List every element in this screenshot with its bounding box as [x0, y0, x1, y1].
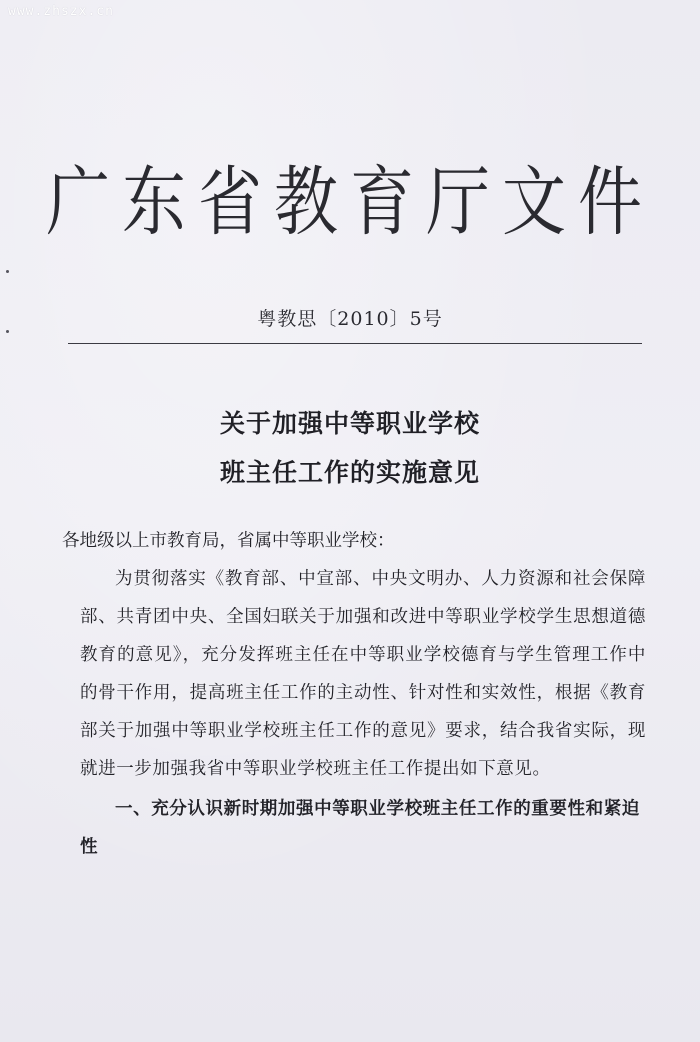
body-paragraph: 为贯彻落实《教育部、中宣部、中央文明办、人力资源和社会保障部、共青团中央、全国妇联关于加强和改进中等职业学校学生思想道德教育的意见》，充分发挥班主任在中等职业学校德育与学生管理工作中的骨干作用，提高班主任工作的主动性、针对性和实效性，根据《教育部关于加强中等职业学校班主任工作的意见》要求，结合我省实际，现就进一步加强我省中等职业学校班主任工作提出如下意见。 — [80, 569, 646, 779]
salutation: 各地级以上市教育局，省属中等职业学校： — [62, 531, 395, 551]
section-heading: 一、充分认识新时期加强中等职业学校班主任工作的重要性和紧迫性 — [80, 799, 640, 857]
document-title-line-1: 关于加强中等职业学校 — [219, 409, 480, 438]
scan-speck — [6, 270, 9, 273]
document-body — [62, 522, 646, 866]
site-watermark: www.zhszx.cn — [8, 4, 114, 19]
document-title-line-2: 班主任工作的实施意见 — [219, 458, 480, 487]
issuer-header-title: 广东省教育厅文件 — [46, 159, 654, 247]
document-number: 粤教思〔2010〕5号 — [257, 308, 443, 330]
header-divider — [68, 343, 642, 344]
